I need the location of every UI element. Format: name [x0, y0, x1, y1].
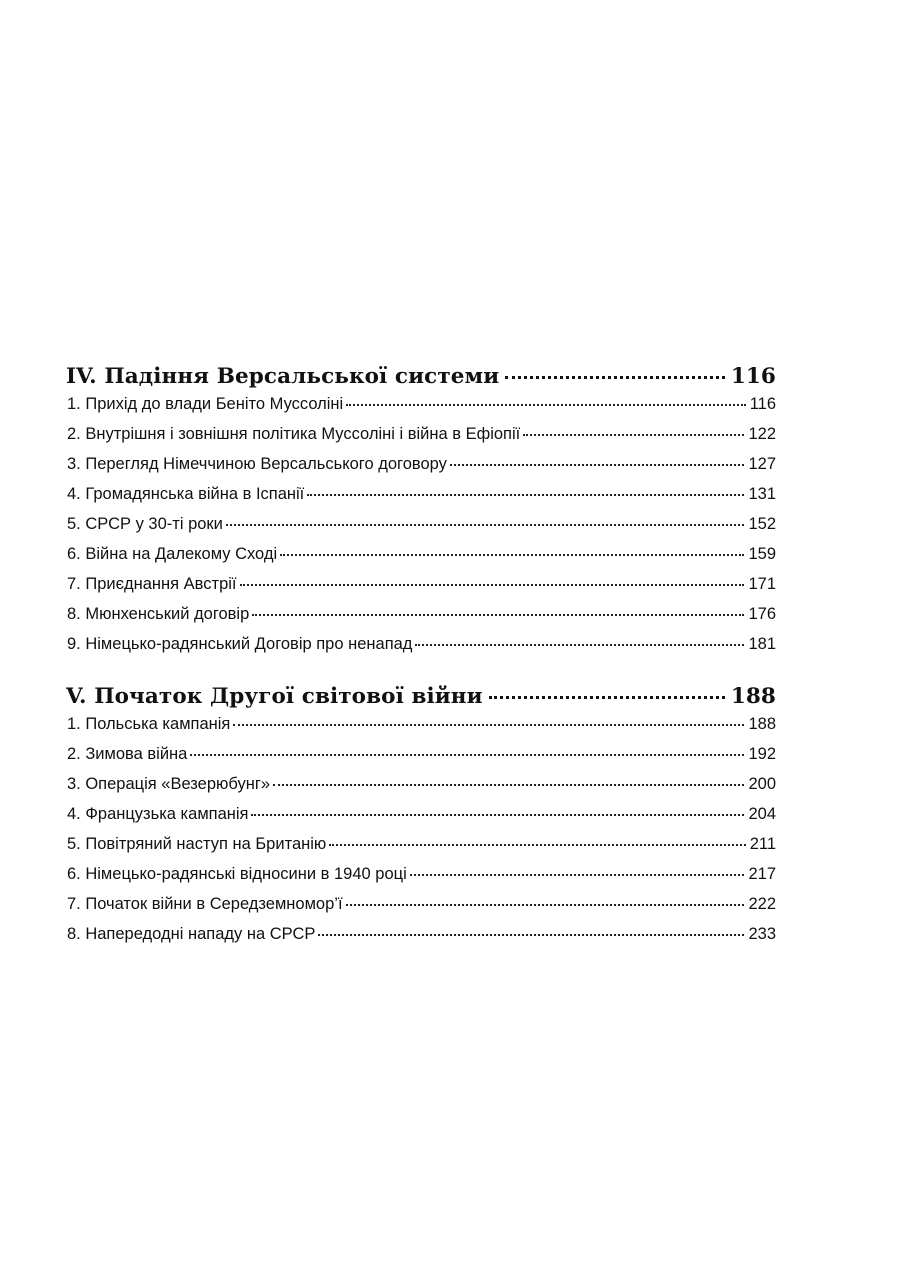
- entry-title: 4. Французька кампанія: [67, 805, 249, 823]
- entry-page-number: 200: [748, 775, 776, 793]
- entry-title: 3. Перегляд Німеччиною Версальського договору: [67, 455, 447, 473]
- entry-title: 8. Напередодні нападу на СРСР: [67, 925, 316, 943]
- toc-entry[interactable]: [66, 865, 776, 895]
- entry-page-number: 233: [748, 925, 776, 943]
- dot-leader: [226, 524, 745, 526]
- dot-leader: [410, 874, 745, 876]
- dot-leader: [346, 404, 745, 406]
- toc-entry[interactable]: [66, 925, 776, 955]
- entry-page-number: 131: [748, 485, 776, 503]
- entry-page-number: 176: [748, 605, 776, 623]
- chapter-v: [66, 684, 776, 955]
- toc-entry[interactable]: [66, 895, 776, 925]
- toc-entry[interactable]: [66, 775, 776, 805]
- entry-page-number: 222: [748, 895, 776, 913]
- entry-title: 7. Приєднання Австрії: [67, 575, 237, 593]
- dot-leader: [415, 644, 744, 646]
- chapter-iv: [66, 364, 776, 665]
- entry-title: 7. Початок війни в Середземномор’ї: [67, 895, 343, 913]
- entry-title: 6. Війна на Далекому Сході: [67, 545, 278, 563]
- entry-title: 5. Повітряний наступ на Британію: [67, 835, 327, 853]
- entry-page-number: 127: [748, 455, 776, 473]
- entry-title: 2. Внутрішня і зовнішня політика Муссоліні і війна в Ефіопії: [67, 425, 521, 443]
- entry-title: 9. Німецько-радянський Договір про ненапад: [67, 635, 413, 653]
- toc-entry[interactable]: [66, 425, 776, 455]
- entry-title: 8. Мюнхенський договір: [67, 605, 250, 623]
- table-of-contents: [66, 364, 776, 955]
- chapter-page-number: 116: [730, 364, 776, 389]
- entry-page-number: 171: [748, 575, 776, 593]
- entry-page-number: 181: [748, 635, 776, 653]
- toc-entry[interactable]: [66, 515, 776, 545]
- dot-leader: [233, 724, 744, 726]
- dot-leader: [307, 494, 744, 496]
- entry-title: 2. Зимова війна: [67, 745, 188, 763]
- toc-entry[interactable]: [66, 485, 776, 515]
- toc-entry[interactable]: [66, 805, 776, 835]
- dot-leader: [489, 696, 725, 699]
- toc-entry[interactable]: [66, 455, 776, 485]
- entry-page-number: 152: [748, 515, 776, 533]
- chapter-page-number: 188: [730, 684, 776, 709]
- toc-entry[interactable]: [66, 395, 776, 425]
- dot-leader: [251, 814, 744, 816]
- entry-title: 1. Польська кампанія: [67, 715, 231, 733]
- entry-title: 5. СРСР у 30-ті роки: [67, 515, 223, 533]
- dot-leader: [273, 784, 744, 786]
- entry-page-number: 192: [748, 745, 776, 763]
- chapter-heading[interactable]: [66, 684, 776, 715]
- toc-entry[interactable]: [66, 835, 776, 865]
- toc-entry[interactable]: [66, 545, 776, 575]
- dot-leader: [280, 554, 744, 556]
- entry-page-number: 116: [749, 395, 776, 413]
- entry-page-number: 159: [748, 545, 776, 563]
- entry-title: 1. Прихід до влади Беніто Муссоліні: [67, 395, 344, 413]
- entry-page-number: 204: [748, 805, 776, 823]
- dot-leader: [240, 584, 745, 586]
- chapter-title: IV. Падіння Версальської системи: [66, 364, 500, 389]
- dot-leader: [252, 614, 744, 616]
- chapter-heading[interactable]: [66, 364, 776, 395]
- dot-leader: [505, 376, 724, 379]
- dot-leader: [318, 934, 744, 936]
- dot-leader: [329, 844, 745, 846]
- dot-leader: [190, 754, 744, 756]
- dot-leader: [346, 904, 745, 906]
- toc-entry[interactable]: [66, 635, 776, 665]
- toc-entry[interactable]: [66, 745, 776, 775]
- toc-entry[interactable]: [66, 715, 776, 745]
- entry-title: 6. Німецько-радянські відносини в 1940 році: [67, 865, 407, 883]
- toc-entry[interactable]: [66, 575, 776, 605]
- entry-page-number: 217: [748, 865, 776, 883]
- chapter-title: V. Початок Другої світової війни: [66, 684, 483, 709]
- dot-leader: [450, 464, 745, 466]
- entry-page-number: 122: [748, 425, 776, 443]
- entry-title: 4. Громадянська війна в Іспанії: [67, 485, 305, 503]
- entry-page-number: 211: [749, 835, 776, 853]
- toc-entry[interactable]: [66, 605, 776, 635]
- dot-leader: [523, 434, 744, 436]
- entry-page-number: 188: [748, 715, 776, 733]
- entry-title: 3. Операція «Везерюбунг»: [67, 775, 271, 793]
